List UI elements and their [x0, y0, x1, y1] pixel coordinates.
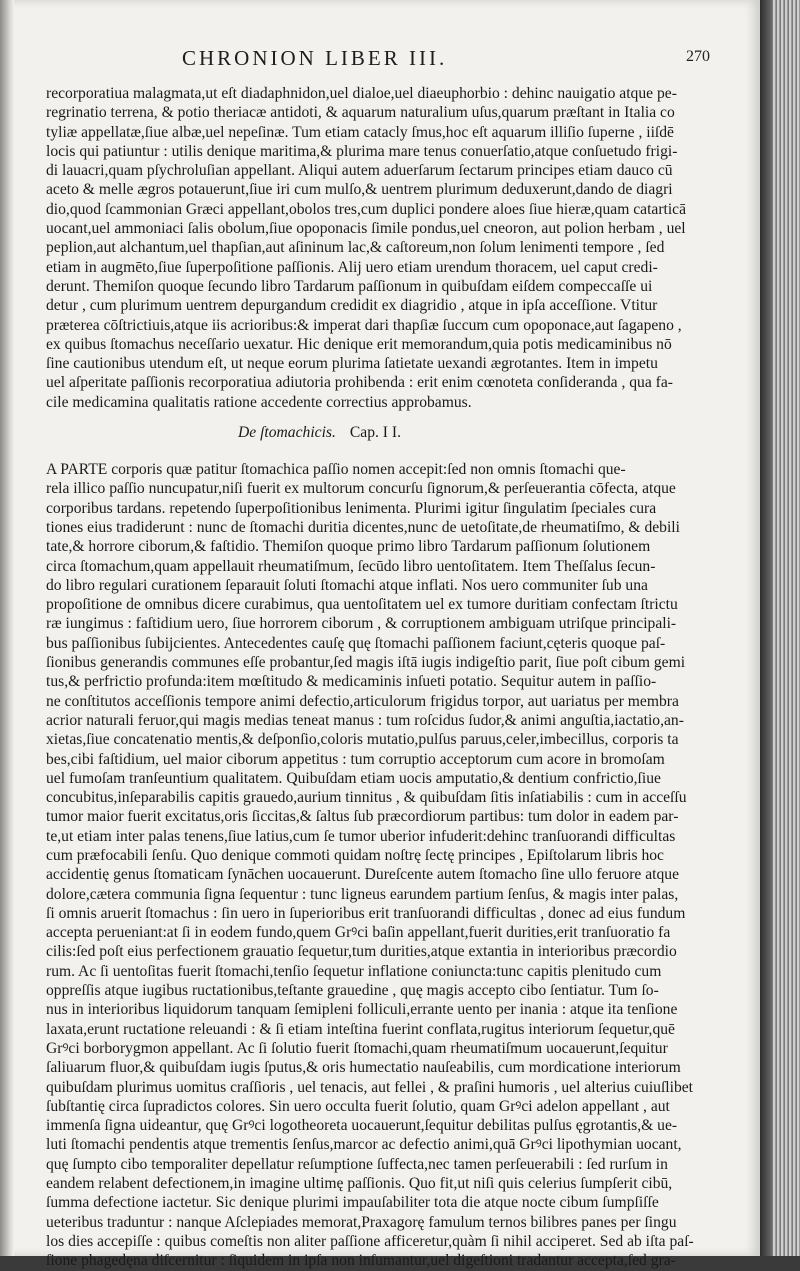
text-line: di lauacri,quam pſychroluſian appellant. Aliqui autem aduerſarum ſectarum principes etiam dauco cū	[46, 162, 673, 180]
text-line: do libro regulari curationem ſeparauit ſoluti ſtomachi atque inflati. Nos uero communiter ſub una	[46, 576, 648, 594]
text-line: Grꝰci borborygmon appellant. Ac ſi ſolutio fuerit ſtomachi,quam rheumatiſmum uocauerunt,ſequitur	[46, 1039, 668, 1057]
text-line: tumor maior fuerit excitatus,oris ſiccitas,& ſaltus ſub præcordiorum partibus: tum dolor in eadem par-	[46, 808, 679, 826]
text-line: dolore,cætera communia ſigna ſequentur : tunc ligneus earundem partium ſenſus, & magis inter palas,	[46, 885, 679, 903]
text-line: ne conſtitutos acceſſionis tempore animi defectio,articulorum frigidus torpor, aut uariatus per membra	[46, 692, 679, 710]
text-line: cum præfocabili ſenſu. Quo denique commoti quidam noſtrę ſectę principes , Epiſtolarum libris hoc	[46, 846, 664, 864]
text-line: locis qui patiuntur : utilis denique maritima,& plurima mare tenus conuerſatio,atque conſuetudo frigi-	[46, 142, 678, 160]
text-line: accidentię genus ſtomaticam ſynāchen uocauerunt. Dureſcente autem ſtomacho ſine ullo feruore atque	[46, 866, 680, 884]
text-line: uel aſperitate paſſionis recorporatiua adiutoria prohibenda : erit enim cœnoteta conſideranda , qua fa-	[46, 374, 673, 392]
text-line: ſubſtantię circa ſupradictos colores. Sin uero occulta fuerit ſolutio, quam Grꝰci adelon appellant , aut	[46, 1097, 670, 1115]
text-line: regrinatio terrena, & potio theriacæ antidoti, & aquarum naturalium uſus,quarum præſtant in Italia co	[46, 104, 675, 122]
text-line: nus in interioribus liquidorum tanquam ſemipleni folliculi,errante uento per inania : atque ita tenſione	[46, 1001, 678, 1019]
chapter-heading	[46, 412, 746, 454]
paragraph-1	[46, 84, 746, 412]
running-head	[0, 46, 760, 74]
text-block	[46, 84, 746, 1271]
text-line: recorporatiua malagmata,ut eſt diadaphnidon,uel dialoe,uel diaeuphorbio : dehinc nauigatio atque pe-	[46, 85, 677, 102]
text-line: ſione phagedęna diſcernitur : ſiquidem in ipſa non inſumantur,uel digeſtioni tradantur accepta,ſed gra-	[46, 1252, 676, 1270]
text-line: ſine cautionibus utendum eſt, ut neque eorum plurima ſatietate uexandi ægrotantes. Item in impetu	[46, 355, 658, 373]
text-line: laxata,erunt ructatione releuandi : & ſi etiam inteſtina fuerint conflata,rugitus interiorum ſequetur,quē	[46, 1020, 675, 1038]
text-line: ræ iungimus : faſtidium uero, ſiue horrorem ciborum , & corruptionem ambiguam utriſque principali-	[46, 615, 677, 633]
text-line: quę ſumpto cibo temporaliter depellatur reſumptione ſuffecta,nec tamen perſeuerabili : ſed rurſum in	[46, 1155, 668, 1173]
text-line: acrior naturali feruor,qui magis medias teneat manus : tum roſcidus ſudor,& animi anguſtia,iactatio,an-	[46, 711, 684, 729]
chapter-title: De ſtomachicis.	[238, 424, 336, 442]
text-line: ſionibus generandis communes eſſe probantur,ſed magis iſtā iugis indigeſtio parit, ſiue poſt cibum gemi	[46, 654, 686, 672]
text-line: uel fumoſam tranſeuntium qualitatem. Quibuſdam etiam uocis amputatio,& dentium confrictio,ſiue	[46, 769, 661, 787]
text-line: dio,quod ſcammonian Græci appellant,obolos tres,cum duplici pondere aloes ſiue hieræ,quam catarticā	[46, 200, 687, 218]
text-line: præterea cōſtrictiuis,atque iis acrioribus:& imperat dari thapſiæ ſuccum cum opoponace,aut ſagapeno ,	[46, 316, 682, 334]
text-line: los dies accepiſſe : quibus comeſtis non aliter paſſione afficeretur,quàm ſi nihil acciperet. Sed ab iſta paſ-	[46, 1232, 694, 1250]
text-line: tyliæ appellatæ,ſiue albæ,uel nepeſinæ. Tum etiam catacly ſmus,hoc eſt aquarum illiſio ſuperne , iiſdē	[46, 123, 674, 141]
text-line: etiam in augmēto,ſiue ſuperpoſitione paſſionis. Alij uero etiam urendum thoracem, uel caput credi-	[46, 258, 658, 276]
text-line: propoſitione de omnibus dicere curabimus, qua uentoſitatem uel ex tumore duritiam confectam ſtrictu	[46, 596, 678, 614]
text-line: rum. Ac ſi uentoſitas fuerit ſtomachi,tenſio ſequetur inflatione coniuncta:tunc capitis plenitudo cum	[46, 962, 662, 980]
text-line: accepta perueniant:at ſi in eodem fundo,quem Grꝰci baſin appellant,fuerit durities,erit tranſuoratio fa	[46, 924, 671, 942]
text-line: concubitus,inſeparabilis capitis grauedo,aurium tinnitus , & quibuſdam ſitis inſatiabilis : cum in acceſſu	[46, 789, 687, 807]
text-line: peplion,aut alchantum,uel thapſian,aut aſininum lac,& caſtoreum,non ſolum lenimenti tempore , ſed	[46, 239, 665, 257]
chapter-number: Cap. I I.	[349, 424, 401, 442]
binding-shadow	[760, 0, 772, 1256]
text-line: xietas,ſiue concatenatio mentis,& deſponſio,coloris mutatio,pulſus paruus,celer,imbecillus, corporis ta	[46, 731, 679, 749]
text-line: oppreſſis atque iugibus ructationibus,teſtante grauedine , quę magis accepto cibo ſentiatur. Tum ſo-	[46, 982, 659, 1000]
page-gutter-shadow	[0, 0, 14, 1256]
text-line: tus,& perfrictio profunda:item mœſtitudo & medicaminis inſueti potatio. Sequitur autem in paſſio-	[46, 673, 657, 691]
text-line: ueteribus traduntur : nanque Aſclepiades memorat,Praxagorę famulum ternos bilibres panes per ſingu	[46, 1213, 677, 1231]
text-line: ex quibus ſtomachus neceſſario uexatur. Hic denique erit memorandum,quia potis medicaminibus nō	[46, 335, 672, 353]
text-line: corporibus tardans. repetendo ſuperpoſitionibus lenimenta. Plurimi igitur ſingulatim ſpeciales cura	[46, 499, 657, 517]
text-line: te,ut etiam inter palas tenens,ſiue latius,cum ſe tumor uberior infuderit:dehinc tranſuorandi difficultas	[46, 827, 676, 845]
text-line: ſaliuarum fluor,& quibuſdam iugis ſputus,& oris humectatio nauſeabilis, cum mordicatione interiorum	[46, 1059, 681, 1077]
text-line: circa ſtomachum,quam appellauit rheumatiſmum, ſecūdo libro uentoſitatem. Item Theſſalus ſecun-	[46, 557, 656, 575]
text-line: A PARTE corporis quæ patitur ſtomachica paſſio nomen accepit:ſed non omnis ſtomachi que-	[46, 461, 626, 479]
text-line: aceto & melle ægros potauerunt,ſiue iri cum mulſo,& uentrem plurimum deduxerunt,dando de diagri	[46, 181, 673, 199]
text-line: uocant,uel ammoniaci ſalis obolum,ſiue opoponacis ſimile pondus,uel cneoron, aut polion herbam , uel	[46, 220, 686, 238]
text-line: tate,& horrore ciborum,& faſtidio. Themiſon quoque primo libro Tardarum paſſionum ſolutionem	[46, 538, 651, 556]
text-line: bus paſſionibus ſubijcientes. Antecedentes cauſę quę ſtomachi paſſionem faciunt,cęteris quoque paſ-	[46, 634, 666, 652]
text-line: eandem relabent defectionem,in imagine ultimę paſſionis. Quo fit,ut niſi quis celerius ſumpſerit cibū,	[46, 1175, 673, 1193]
text-line: cilis:ſed poſt eius perfectionem grauatio ſequetur,tum durities,atque extantia in interioribus præcordio	[46, 943, 677, 961]
text-line: cile medicamina qualitatis ratione accedente correctius approbamus.	[46, 393, 472, 411]
text-line: tiones eius tradiderunt : nunc de ſtomachi duritia dicentes,nunc de uetoſitate,de rheumatiſmo, & debili	[46, 518, 680, 536]
running-head-title: CHRONION LIBER III.	[182, 46, 448, 70]
text-line: ſumma defectione iactetur. Sic denique plurimi impauſabiliter tota die atque nocte cibum ſumpſiſſe	[46, 1194, 659, 1212]
text-line: rela illico paſſio nuncupatur,niſi fuerit ex multorum concurſu ſignorum,& perſeuerantia cōfecta, atque	[46, 480, 676, 498]
text-line: luti ſtomachi pendentis atque trementis ſenſus,marcor ac defectio animi,quā Grꝰci lipothymian uocant,	[46, 1136, 682, 1154]
text-line: bes,cibi faſtidium, uel maior ciborum appetitus : tum corruptio acceptorum cum acore in bromoſam	[46, 750, 665, 768]
paragraph-2	[46, 460, 746, 1270]
text-line: quibuſdam plurimus uomitus craſſioris , uel tenacis, aut fellei , & praſini humoris , uel alterius cuiuſlibet	[46, 1078, 694, 1096]
text-line: derunt. Themiſon quoque ſecundo libro Tardarum paſſionum in quibuſdam eiſdem compeccaſſe ui	[46, 277, 653, 295]
text-line: ſi omnis aruerit ſtomachus : ſin uero in ſuperioribus erit tranſuorandi difficultas , donec ad eius fundum	[46, 904, 686, 922]
page-number: 270	[686, 48, 710, 65]
text-line: detur , cum plurimum uentrem depurgandum credidit ex diagridio , atque in ipſa acceſſione. Vtitur	[46, 297, 658, 315]
text-line: immenſa ſigna uideantur, quę Grꝰci logotheoreta uocauerunt,ſequitur debilitas pulſus ęgrotantis,& ue-	[46, 1117, 678, 1135]
